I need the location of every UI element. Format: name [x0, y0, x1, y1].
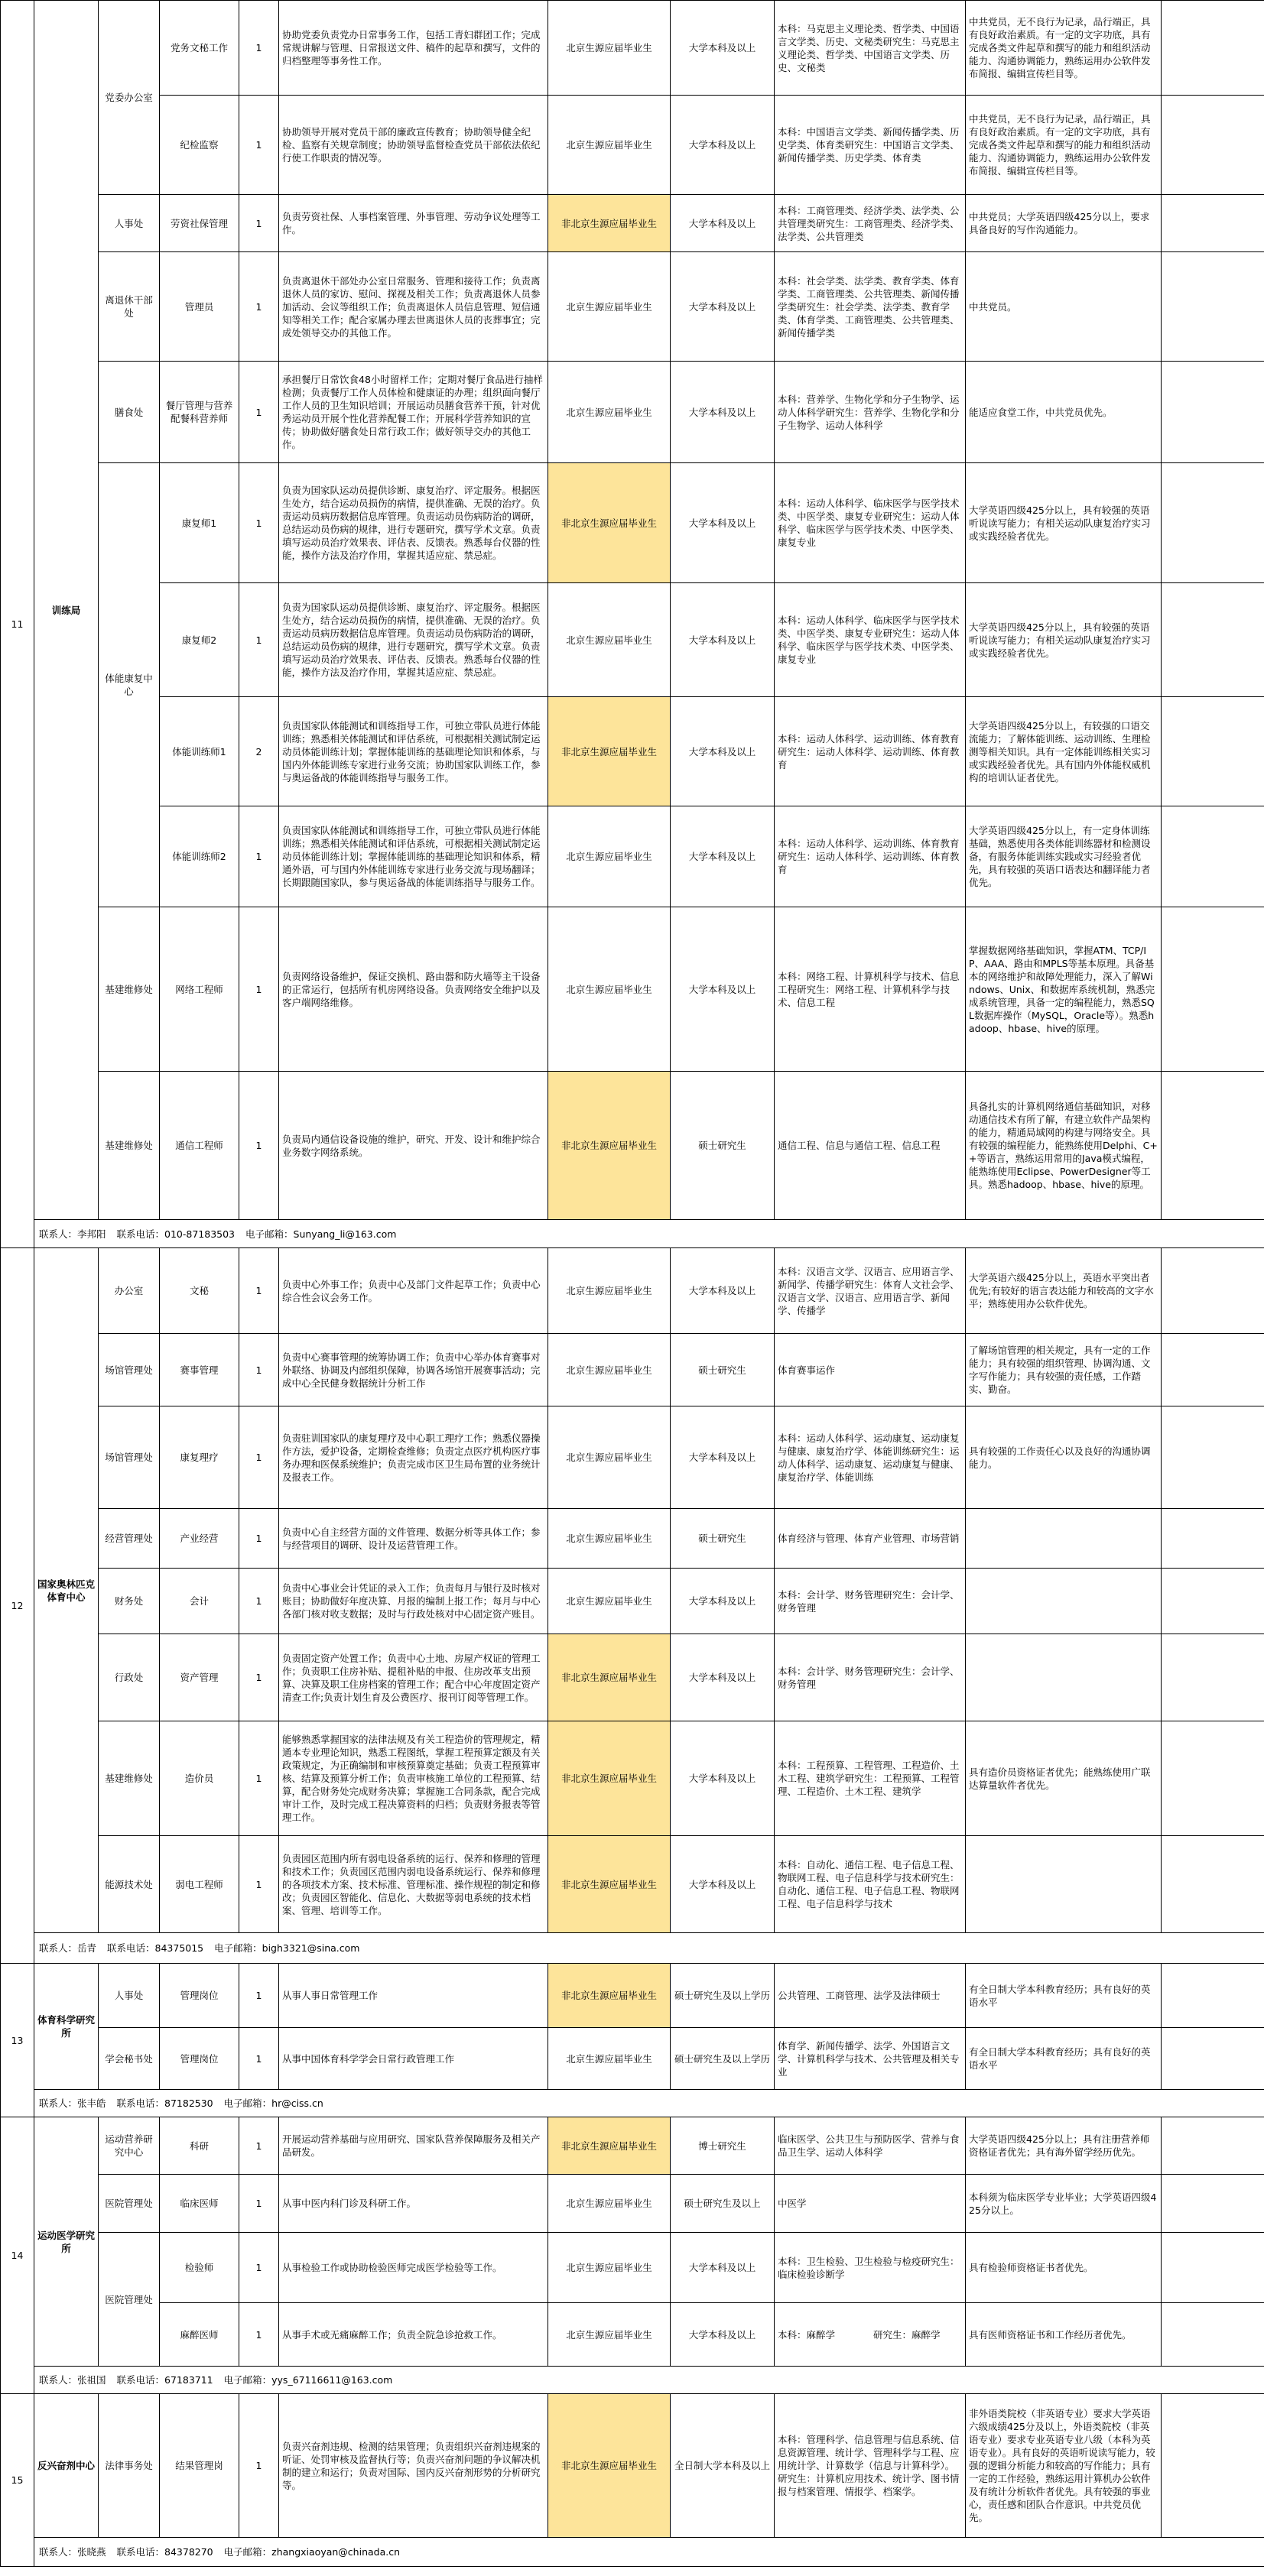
education-cell: 硕士研究生及以上学历 — [671, 1964, 775, 2028]
description-cell: 负责国家队体能测试和训练指导工作，可独立带队员进行体能训练；熟悉相关体能测试和评估系统，可根据相关测试制定运动员体能训练计划；掌握体能训练的基础理论知识和体系，与国内外体能训练专家进行业务交流；协助国家队训练工作，参与奥运备战的体能训练指导与服务工作。 — [279, 697, 548, 806]
count-cell: 1 — [239, 1248, 279, 1334]
blank-cell — [1162, 2303, 1264, 2367]
major-cell: 临床医学、公共卫生与预防医学、营养与食品卫生学、运动人体科学 — [775, 2117, 966, 2175]
description-cell: 负责园区范围内所有弱电设备系统的运行、保养和修理的管理和技术工作；负责园区范围内弱电设备系统运行、保养和修理的各项技术方案、技术标准、管理标准、操作规程的制定和修改；负责园区智能化、信息化、大数据等弱电系统的技术档案、管理、培训等工作。 — [279, 1836, 548, 1933]
requirement-cell: 具有较强的工作责任心以及良好的沟通协调能力。 — [966, 1406, 1162, 1509]
major-cell: 本科：工程预算、工程管理、工程造价、土木工程、建筑学研究生：工程预算、工程管理、工程造价、土木工程、建筑学 — [775, 1721, 966, 1836]
job-row — [1, 1072, 1264, 1220]
major-cell: 本科：运动人体科学、临床医学与医学技术类、中医学类、康复专业研究生：运动人体科学、临床医学与医学技术类、中医学类、康复专业 — [775, 463, 966, 583]
major-cell: 公共管理、工商管理、法学及法律硕士 — [775, 1964, 966, 2028]
education-cell: 博士研究生 — [671, 2117, 775, 2175]
contact-cell — [34, 1933, 1264, 1964]
blank-cell — [1162, 806, 1264, 907]
section-number: 15 — [1, 2394, 34, 2567]
requirement-cell: 具备扎实的计算机网络通信基础知识，对移动通信技术有所了解，有建立软件产品架构的能力，精通局域网的构建与网络安全。具有较强的编程能力，能熟练使用Delphi、C++等语言，熟练运用常用的Java模式编程，能熟练使用Eclipse、PowerDesigner等工具。熟悉hadoop、hbase、hive的原理。 — [966, 1072, 1162, 1220]
requirement-cell: 有全日制大学本科教育经历；具有良好的英语水平 — [966, 2028, 1162, 2090]
source-cell: 北京生源应届毕业生 — [548, 96, 671, 195]
major-cell: 体育经济与管理、体育产业管理、市场营销 — [775, 1509, 966, 1569]
contact-phone: 联系电话：67183711 — [116, 2374, 213, 2386]
dept-cell: 基建维修处 — [99, 1072, 160, 1220]
job-row — [1, 1964, 1264, 2028]
description-cell: 负责离退休干部处办公室日常服务、管理和接待工作；负责离退休人员的家访、慰问、探视及相关工作；负责离退休人员参加活动、会议等组织工作；负责离退休人员信息管理、短信通知等相关工作；配合家属办理去世离退休人员的丧葬事宜；完成处领导交办的其他工作。 — [279, 252, 548, 362]
requirement-cell: 具有造价员资格证者优先；能熟练使用广联达算量软件者优先。 — [966, 1721, 1162, 1836]
count-cell: 1 — [239, 96, 279, 195]
requirement-cell — [966, 1569, 1162, 1634]
major-cell: 本科：卫生检验、卫生检验与检疫研究生：临床检验诊断学 — [775, 2233, 966, 2303]
education-cell: 大学本科及以上 — [671, 2233, 775, 2303]
blank-cell — [1162, 1569, 1264, 1634]
dept-cell: 人事处 — [99, 195, 160, 252]
source-cell: 北京生源应届毕业生 — [548, 2175, 671, 2233]
source-cell: 北京生源应届毕业生 — [548, 1248, 671, 1334]
job-row — [1, 583, 1264, 697]
position-cell: 纪检监察 — [160, 96, 239, 195]
education-cell: 大学本科及以上 — [671, 1721, 775, 1836]
education-cell: 硕士研究生 — [671, 1509, 775, 1569]
requirement-cell: 中共党员，无不良行为记录，品行端正，具有良好政治素质。有一定的文字功底，具有完成各类文件起草和撰写的能力和组织活动能力、沟通协调能力，熟练运用办公软件发布简报、编辑宣传栏目等。 — [966, 96, 1162, 195]
education-cell: 大学本科及以上 — [671, 463, 775, 583]
major-cell: 本科：马克思主义理论类、哲学类、中国语言文学类、历史、文秘类研究生：马克思主义理论类、哲学类、中国语言文学类、历史、文秘类 — [775, 1, 966, 96]
description-cell: 负责固定资产处置工作；负责中心土地、房屋产权证的管理工作；负责职工住房补贴、提租补贴的申报、住房改革支出预算、决算及职工住房档案的管理工作；配合中心年度固定资产清查工作;负责计划生育及公费医疗、报刊订阅等管理工作。 — [279, 1634, 548, 1721]
count-cell: 1 — [239, 2175, 279, 2233]
unit-name: 运动医学研究所 — [34, 2117, 99, 2367]
blank-cell — [1162, 2028, 1264, 2090]
requirement-cell: 本科须为临床医学专业毕业；大学英语四级425分以上。 — [966, 2175, 1162, 2233]
requirement-cell: 能适应食堂工作，中共党员优先。 — [966, 362, 1162, 463]
dept-cell: 基建维修处 — [99, 907, 160, 1072]
requirement-cell: 大学英语四级425分以上，具有较强的英语听说读写能力；有相关运动队康复治疗实习或实践经验者优先。 — [966, 463, 1162, 583]
description-cell: 开展运动营养基础与应用研究、国家队营养保障服务及相关产品研发。 — [279, 2117, 548, 2175]
major-cell: 本科：工商管理类、经济学类、法学类、公共管理类研究生：工商管理类、经济学类、法学类、公共管理类 — [775, 195, 966, 252]
contact-email: 电子邮箱：yys_67116611@163.com — [223, 2374, 393, 2386]
dept-cell: 经营管理处 — [99, 1509, 160, 1569]
position-cell: 管理岗位 — [160, 2028, 239, 2090]
job-row — [1, 2233, 1264, 2303]
position-cell: 餐厅管理与营养配餐科营养师 — [160, 362, 239, 463]
blank-cell — [1162, 1072, 1264, 1220]
blank-cell — [1162, 1509, 1264, 1569]
position-cell: 党务文秘工作 — [160, 1, 239, 96]
blank-cell — [1162, 1406, 1264, 1509]
blank-cell — [1162, 2175, 1264, 2233]
count-cell: 1 — [239, 806, 279, 907]
description-cell: 负责国家队体能测试和训练指导工作，可独立带队员进行体能训练；熟悉相关体能测试和评估系统，可根据相关测试制定运动员体能训练计划；掌握体能训练的基础理论知识和体系，精通外语，可与国内外体能训练专家进行业务交流与现场翻译；长期跟随国家队，参与奥运备战的体能训练指导与服务工作。 — [279, 806, 548, 907]
job-row — [1, 2117, 1264, 2175]
blank-cell — [1162, 907, 1264, 1072]
dept-cell: 医院管理处 — [99, 2175, 160, 2233]
major-cell: 通信工程、信息与通信工程、信息工程 — [775, 1072, 966, 1220]
count-cell: 1 — [239, 2394, 279, 2538]
job-row — [1, 463, 1264, 583]
dept-cell: 行政处 — [99, 1634, 160, 1721]
job-row — [1, 1334, 1264, 1406]
section-number: 14 — [1, 2117, 34, 2394]
source-cell: 北京生源应届毕业生 — [548, 806, 671, 907]
contact-cell — [34, 2538, 1264, 2567]
source-cell: 非北京生源应届毕业生 — [548, 697, 671, 806]
source-cell: 非北京生源应届毕业生 — [548, 1072, 671, 1220]
education-cell: 硕士研究生及以上 — [671, 2175, 775, 2233]
contact-cell — [34, 2090, 1264, 2117]
source-cell: 北京生源应届毕业生 — [548, 2028, 671, 2090]
job-row — [1, 1634, 1264, 1721]
job-row — [1, 1, 1264, 96]
major-cell: 本科：会计学、财务管理研究生：会计学、财务管理 — [775, 1634, 966, 1721]
position-cell: 产业经营 — [160, 1509, 239, 1569]
education-cell: 大学本科及以上 — [671, 2303, 775, 2367]
education-cell: 大学本科及以上 — [671, 1248, 775, 1334]
dept-cell: 膳食处 — [99, 362, 160, 463]
blank-cell — [1162, 1334, 1264, 1406]
description-cell: 协助党委负责党办日常事务工作，包括工青妇群团工作；完成常规讲解与管理、日常报送文件、稿件的起草和撰写，文件的归档整理等事务性工作。 — [279, 1, 548, 96]
count-cell: 1 — [239, 362, 279, 463]
major-cell: 本科：社会学类、法学类、教育学类、体育学类、工商管理类、公共管理类、新闻传播学类研究生：社会学类、法学类、教育学类、体育学类、工商管理类、公共管理类、新闻传播学类 — [775, 252, 966, 362]
count-cell: 1 — [239, 1406, 279, 1509]
count-cell: 1 — [239, 2117, 279, 2175]
contact-cell — [34, 1220, 1264, 1248]
dept-cell: 法律事务处 — [99, 2394, 160, 2538]
count-cell: 1 — [239, 1072, 279, 1220]
position-cell: 赛事管理 — [160, 1334, 239, 1406]
count-cell: 1 — [239, 1634, 279, 1721]
position-cell: 结果管理岗 — [160, 2394, 239, 2538]
blank-cell — [1162, 2233, 1264, 2303]
requirement-cell — [966, 1634, 1162, 1721]
education-cell: 硕士研究生 — [671, 1334, 775, 1406]
position-cell: 临床医师 — [160, 2175, 239, 2233]
requirement-cell: 非外语类院校（非英语专业）要求大学英语六级成绩425分及以上，外语类院校（非英语专业）要求专业英语专业八级（本科为英语专业）。具有良好的英语听说读写能力，较强的逻辑分析能力和较高的写作能力；具有一定的工作经验，熟练运用计算机办公软件及有统计分析软件者优先。具有较强的事业心，责任感和团队合作意识。中共党员优先。 — [966, 2394, 1162, 2538]
blank-cell — [1162, 697, 1264, 806]
source-cell: 北京生源应届毕业生 — [548, 2303, 671, 2367]
job-row — [1, 697, 1264, 806]
count-cell: 1 — [239, 1509, 279, 1569]
section-number: 11 — [1, 1, 34, 1248]
contact-phone: 联系电话：87182530 — [116, 2097, 213, 2109]
job-row — [1, 2394, 1264, 2538]
job-row — [1, 1509, 1264, 1569]
contact-person: 联系人：张晓燕 — [39, 2546, 106, 2558]
contact-email: 电子邮箱：zhangxiaoyan@chinada.cn — [223, 2546, 401, 2558]
position-cell: 网络工程师 — [160, 907, 239, 1072]
count-cell: 1 — [239, 463, 279, 583]
requirement-cell: 大学英语六级425分以上，英语水平突出者优先;有较好的语言表达能力和较高的文字水平；熟练使用办公软件优先。 — [966, 1248, 1162, 1334]
blank-cell — [1162, 1836, 1264, 1933]
dept-cell: 运动营养研究中心 — [99, 2117, 160, 2175]
dept-cell: 离退休干部处 — [99, 252, 160, 362]
position-cell: 康复理疗 — [160, 1406, 239, 1509]
position-cell: 通信工程师 — [160, 1072, 239, 1220]
job-row — [1, 2028, 1264, 2090]
contact-person: 联系人：岳青 — [39, 1942, 97, 1954]
major-cell: 本科：自动化、通信工程、电子信息工程、物联网工程、电子信息科学与技术研究生：自动化、通信工程、电子信息工程、物联网工程、电子信息科学与技术 — [775, 1836, 966, 1933]
dept-cell: 人事处 — [99, 1964, 160, 2028]
count-cell: 1 — [239, 252, 279, 362]
description-cell: 负责为国家队运动员提供诊断、康复治疗、评定服务。根据医生处方，结合运动员损伤的病情，提供准确、无误的治疗。负责运动员病历数据信息库管理。负责运动员伤病防治的调研，总结运动员伤病的规律，进行专题研究，撰写学术文章。负责填写运动员治疗效果表、评估表、反馈表。熟悉每台仪器的性能，操作方法及治疗作用，掌握其适应症、禁忌症。 — [279, 583, 548, 697]
job-row — [1, 1721, 1264, 1836]
position-cell: 康复师2 — [160, 583, 239, 697]
major-cell: 本科：会计学、财务管理研究生：会计学、财务管理 — [775, 1569, 966, 1634]
description-cell: 承担餐厅日常饮食48小时留样工作；定期对餐厅食品进行抽样检测；负责餐厅工作人员体检和健康证的办理；组织面向餐厅工作人员的卫生知识培训；开展运动员膳食营养干预，针对优秀运动员开展个性化营养配餐工作；开展科学营养知识的宣传；协助做好膳食处日常行政工作；做好领导交办的其他工作。 — [279, 362, 548, 463]
unit-name: 体育科学研究所 — [34, 1964, 99, 2090]
blank-cell — [1162, 463, 1264, 583]
dept-cell: 能源技术处 — [99, 1836, 160, 1933]
blank-cell — [1162, 1, 1264, 96]
count-cell: 2 — [239, 697, 279, 806]
education-cell: 大学本科及以上 — [671, 1, 775, 96]
requirement-cell: 中共党员，无不良行为记录，品行端正，具有良好政治素质。有一定的文字功底，具有完成各类文件起草和撰写的能力和组织活动能力、沟通协调能力，熟练运用办公软件发布简报、编辑宣传栏目等。 — [966, 1, 1162, 96]
source-cell: 非北京生源应届毕业生 — [548, 463, 671, 583]
position-cell: 造价员 — [160, 1721, 239, 1836]
job-row — [1, 1248, 1264, 1334]
blank-cell — [1162, 1248, 1264, 1334]
position-cell: 管理岗位 — [160, 1964, 239, 2028]
count-cell: 1 — [239, 907, 279, 1072]
dept-cell: 场馆管理处 — [99, 1334, 160, 1406]
contact-email: 电子邮箱：hr@ciss.cn — [223, 2097, 323, 2109]
major-cell: 本科：运动人体科学、运动训练、体育教育研究生：运动人体科学、运动训练、体育教育 — [775, 697, 966, 806]
blank-cell — [1162, 1964, 1264, 2028]
source-cell: 北京生源应届毕业生 — [548, 1, 671, 96]
unit-name: 国家奥林匹克体育中心 — [34, 1248, 99, 1933]
count-cell: 1 — [239, 1569, 279, 1634]
major-cell: 本科：运动人体科学、运动康复、运动康复与健康、康复治疗学、体能训练研究生：运动人体科学、运动康复、运动康复与健康、康复治疗学、体能训练 — [775, 1406, 966, 1509]
source-cell: 非北京生源应届毕业生 — [548, 195, 671, 252]
education-cell: 大学本科及以上 — [671, 907, 775, 1072]
position-cell: 资产管理 — [160, 1634, 239, 1721]
contact-person: 联系人：张祖国 — [39, 2374, 106, 2386]
source-cell: 非北京生源应届毕业生 — [548, 1721, 671, 1836]
contact-row — [1, 2367, 1264, 2394]
education-cell: 大学本科及以上 — [671, 1634, 775, 1721]
position-cell: 科研 — [160, 2117, 239, 2175]
job-row — [1, 1836, 1264, 1933]
contact-person: 联系人：张丰皓 — [39, 2097, 106, 2109]
source-cell: 北京生源应届毕业生 — [548, 583, 671, 697]
count-cell: 1 — [239, 1721, 279, 1836]
contact-phone: 联系电话：84378270 — [116, 2546, 213, 2558]
position-cell: 文秘 — [160, 1248, 239, 1334]
dept-cell: 党委办公室 — [99, 1, 160, 195]
position-cell: 会计 — [160, 1569, 239, 1634]
major-cell: 本科：网络工程、计算机科学与技术、信息工程研究生：网络工程、计算机科学与技术、信息工程 — [775, 907, 966, 1072]
dept-cell: 医院管理处 — [99, 2233, 160, 2367]
requirement-cell: 中共党员；大学英语四级425分以上，要求具备良好的写作沟通能力。 — [966, 195, 1162, 252]
source-cell: 北京生源应届毕业生 — [548, 2233, 671, 2303]
position-cell: 体能训练师1 — [160, 697, 239, 806]
education-cell: 大学本科及以上 — [671, 583, 775, 697]
requirement-cell: 掌握数据网络基础知识，掌握ATM、TCP/IP、AAA、路由和MPLS等基本原理。具备基本的网络维护和故障处理能力，深入了解Windows、Unix、和数据库系统机制，熟悉完成系统管理，具备一定的编程能力，熟悉SQL数据库操作（MySQL，Oracle等）。熟悉hadoop、hbase、hive的原理。 — [966, 907, 1162, 1072]
position-cell: 体能训练师2 — [160, 806, 239, 907]
dept-cell: 体能康复中心 — [99, 463, 160, 907]
job-row — [1, 907, 1264, 1072]
requirement-cell: 具有医师资格证书和工作经历者优先。 — [966, 2303, 1162, 2367]
dept-cell: 场馆管理处 — [99, 1406, 160, 1509]
requirement-cell — [966, 1836, 1162, 1933]
count-cell: 1 — [239, 2303, 279, 2367]
section-number: 12 — [1, 1248, 34, 1964]
unit-name: 反兴奋剂中心 — [34, 2394, 99, 2538]
major-cell: 体育赛事运作 — [775, 1334, 966, 1406]
contact-person: 联系人：李邦阳 — [39, 1228, 106, 1240]
count-cell: 1 — [239, 195, 279, 252]
count-cell: 1 — [239, 2233, 279, 2303]
major-cell: 中医学 — [775, 2175, 966, 2233]
unit-name: 训练局 — [34, 1, 99, 1220]
description-cell: 协助领导开展对党员干部的廉政宣传教育；协助领导健全纪检、监察有关规章制度；协助领导监督检查党员干部依法依纪行使工作职责的情况等。 — [279, 96, 548, 195]
source-cell: 北京生源应届毕业生 — [548, 1509, 671, 1569]
blank-cell — [1162, 583, 1264, 697]
count-cell: 1 — [239, 583, 279, 697]
job-row — [1, 1569, 1264, 1634]
contact-email: 电子邮箱：Sunyang_li@163.com — [245, 1228, 397, 1240]
description-cell: 负责中心自主经营方面的文件管理、数据分析等具体工作；参与经营项目的调研、设计及运营管理工作。 — [279, 1509, 548, 1569]
source-cell: 非北京生源应届毕业生 — [548, 1634, 671, 1721]
position-cell: 劳资社保管理 — [160, 195, 239, 252]
count-cell: 1 — [239, 1, 279, 96]
blank-cell — [1162, 2117, 1264, 2175]
contact-phone: 联系电话：84375015 — [107, 1942, 204, 1954]
source-cell: 北京生源应届毕业生 — [548, 907, 671, 1072]
count-cell: 1 — [239, 1836, 279, 1933]
education-cell: 全日制大学本科及以上 — [671, 2394, 775, 2538]
description-cell: 负责中心事业会计凭证的录入工作；负责每月与银行及时核对账目；协助做好年度决算、月报的编制上报工作；每月与中心各部门核对收支数据；及时与行政处核对中心固定资产账目。 — [279, 1569, 548, 1634]
job-row — [1, 1406, 1264, 1509]
requirement-cell: 大学英语四级425分以上，有较强的口语交流能力；了解体能训练、运动训练、生理检测等相关知识。具有一定体能训练相关实习或实践经验者优先。具有国内外体能权威机构的培训认证者优先。 — [966, 697, 1162, 806]
blank-cell — [1162, 1634, 1264, 1721]
education-cell: 大学本科及以上 — [671, 96, 775, 195]
dept-cell: 学会秘书处 — [99, 2028, 160, 2090]
count-cell: 1 — [239, 1334, 279, 1406]
dept-cell: 财务处 — [99, 1569, 160, 1634]
major-cell: 本科：管理科学、信息管理与信息系统、信息资源管理、统计学、管理科学与工程、应用统计学、计算数学（信息与计算科学）。研究生：计算机应用技术、统计学、图书情报与档案管理、情报学、档案学。 — [775, 2394, 966, 2538]
blank-cell — [1162, 252, 1264, 362]
requirement-cell — [966, 1509, 1162, 1569]
description-cell: 从事人事日常管理工作 — [279, 1964, 548, 2028]
contact-phone: 联系电话：010-87183503 — [116, 1228, 236, 1240]
contact-row — [1, 1220, 1264, 1248]
blank-cell — [1162, 195, 1264, 252]
education-cell: 大学本科及以上 — [671, 1836, 775, 1933]
source-cell: 北京生源应届毕业生 — [548, 362, 671, 463]
requirement-cell: 大学英语四级425分以上，具有较强的英语听说读写能力；有相关运动队康复治疗实习或实践经验者优先。 — [966, 583, 1162, 697]
source-cell: 北京生源应届毕业生 — [548, 252, 671, 362]
description-cell: 负责局内通信设备设施的维护，研究、开发、设计和维护综合业务数字网络系统。 — [279, 1072, 548, 1220]
education-cell: 硕士研究生 — [671, 1072, 775, 1220]
description-cell: 负责中心外事工作；负责中心及部门文件起草工作；负责中心综合性会议会务工作。 — [279, 1248, 548, 1334]
source-cell: 非北京生源应届毕业生 — [548, 1964, 671, 2028]
major-cell: 体育学、新闻传播学、法学、外国语言文学、计算机科学与技术、公共管理及相关专业 — [775, 2028, 966, 2090]
requirement-cell: 中共党员。 — [966, 252, 1162, 362]
position-cell: 麻醉医师 — [160, 2303, 239, 2367]
requirement-cell: 大学英语四级425分以上，有一定身体训练基础，熟悉使用各类体能训练器材和检测设备，有服务体能训练实践或实习经验者优先，具有较强的英语口语表达和翻译能力者优先。 — [966, 806, 1162, 907]
contact-row — [1, 2538, 1264, 2567]
education-cell: 硕士研究生及以上学历 — [671, 2028, 775, 2090]
count-cell: 1 — [239, 2028, 279, 2090]
description-cell: 从事检验工作或协助检验医师完成医学检验等工作。 — [279, 2233, 548, 2303]
blank-cell — [1162, 2394, 1264, 2538]
source-cell: 北京生源应届毕业生 — [548, 1334, 671, 1406]
source-cell: 北京生源应届毕业生 — [548, 1406, 671, 1509]
job-row — [1, 2175, 1264, 2233]
major-cell: 本科：中国语言文学类、新闻传播学类、历史学类、体育类研究生：中国语言文学类、新闻传播学类、历史学类、体育类 — [775, 96, 966, 195]
requirement-cell: 了解场馆管理的相关规定，具有一定的工作能力；具有较强的组织管理、协调沟通、文字写作能力；具有较强的责任感，工作踏实、勤奋。 — [966, 1334, 1162, 1406]
section-number: 13 — [1, 1964, 34, 2117]
contact-email: 电子邮箱：bigh3321@sina.com — [214, 1942, 360, 1954]
job-row — [1, 252, 1264, 362]
education-cell: 大学本科及以上 — [671, 1406, 775, 1509]
description-cell: 从事中医内科门诊及科研工作。 — [279, 2175, 548, 2233]
description-cell: 从事中国体育科学学会日常行政管理工作 — [279, 2028, 548, 2090]
position-cell: 康复师1 — [160, 463, 239, 583]
dept-cell: 基建维修处 — [99, 1721, 160, 1836]
education-cell: 大学本科及以上 — [671, 195, 775, 252]
contact-row — [1, 2090, 1264, 2117]
description-cell: 能够熟悉掌握国家的法律法规及有关工程造价的管理规定，精通本专业理论知识，熟悉工程图纸，掌握工程预算定额及有关政策规定，为正确编制和审核预算奠定基础；负责工程预算审核、结算及预算分析工作；负责审核施工单位的工程预算、结算，配合财务处完成财务决算；掌握施工合同条款，配合完成审计工作，及时完成工程决算资料的归档；负责财务报表等管理工作。 — [279, 1721, 548, 1836]
requirement-cell: 有全日制大学本科教育经历；具有良好的英语水平 — [966, 1964, 1162, 2028]
job-row — [1, 806, 1264, 907]
dept-cell: 办公室 — [99, 1248, 160, 1334]
education-cell: 大学本科及以上 — [671, 1569, 775, 1634]
contact-row — [1, 1933, 1264, 1964]
job-row — [1, 2303, 1264, 2367]
education-cell: 大学本科及以上 — [671, 362, 775, 463]
major-cell: 本科：营养学、生物化学和分子生物学、运动人体科学研究生：营养学、生物化学和分子生物学、运动人体科学 — [775, 362, 966, 463]
description-cell: 负责网络设备维护，保证交换机、路由器和防火墙等主干设备的正常运行，包括所有机房网络设备。负责网络安全维护以及客户端网络维修。 — [279, 907, 548, 1072]
education-cell: 大学本科及以上 — [671, 252, 775, 362]
education-cell: 大学本科及以上 — [671, 697, 775, 806]
description-cell: 负责中心赛事管理的统筹协调工作；负责中心举办体育赛事对外联络、协调及内部组织保障，协调各场馆开展赛事活动；完成中心全民健身数据统计分析工作 — [279, 1334, 548, 1406]
major-cell: 本科：麻醉学 研究生：麻醉学 — [775, 2303, 966, 2367]
description-cell: 负责为国家队运动员提供诊断、康复治疗、评定服务。根据医生处方，结合运动员损伤的病情，提供准确、无误的治疗。负责运动员病历数据信息库管理。负责运动员伤病防治的调研，总结运动员伤病的规律，进行专题研究，撰写学术文章。负责填写运动员治疗效果表、评估表、反馈表。熟悉每台仪器的性能，操作方法及治疗作用，掌握其适应症、禁忌症。 — [279, 463, 548, 583]
requirement-cell: 具有检验师资格证书者优先。 — [966, 2233, 1162, 2303]
description-cell: 负责驻训国家队的康复理疗及中心职工理疗工作；熟悉仪器操作方法，爱护设备，定期检查维修；负责定点医疗机构医疗事务办理和医保系统维护；负责完成市区卫生局布置的业务统计及报表工作。 — [279, 1406, 548, 1509]
description-cell: 从事手术或无痛麻醉工作；负责全院急诊抢救工作。 — [279, 2303, 548, 2367]
source-cell: 北京生源应届毕业生 — [548, 1569, 671, 1634]
job-row — [1, 96, 1264, 195]
job-row — [1, 362, 1264, 463]
blank-cell — [1162, 96, 1264, 195]
position-cell: 弱电工程师 — [160, 1836, 239, 1933]
position-cell: 检验师 — [160, 2233, 239, 2303]
description-cell: 负责兴奋剂违规、检测的结果管理；负责组织兴奋剂违规案的听证、处罚审核及监督执行等；负责兴奋剂问题的争议解决机制的建立和运行；负责对国际、国内反兴奋剂形势的分析研究等。 — [279, 2394, 548, 2538]
blank-cell — [1162, 362, 1264, 463]
job-row — [1, 195, 1264, 252]
source-cell: 非北京生源应届毕业生 — [548, 1836, 671, 1933]
source-cell: 非北京生源应届毕业生 — [548, 2394, 671, 2538]
major-cell: 本科：汉语言文学、汉语言、应用语言学、新闻学、传播学研究生：体育人文社会学、汉语言文学、汉语言、应用语言学、新闻学、传播学 — [775, 1248, 966, 1334]
description-cell: 负责劳资社保、人事档案管理、外事管理、劳动争议处理等工作。 — [279, 195, 548, 252]
education-cell: 大学本科及以上 — [671, 806, 775, 907]
major-cell: 本科：运动人体科学、运动训练、体育教育研究生：运动人体科学、运动训练、体育教育 — [775, 806, 966, 907]
count-cell: 1 — [239, 1964, 279, 2028]
major-cell: 本科：运动人体科学、临床医学与医学技术类、中医学类、康复专业研究生：运动人体科学、临床医学与医学技术类、中医学类、康复专业 — [775, 583, 966, 697]
source-cell: 非北京生源应届毕业生 — [548, 2117, 671, 2175]
position-cell: 管理员 — [160, 252, 239, 362]
contact-cell — [34, 2367, 1264, 2394]
blank-cell — [1162, 1721, 1264, 1836]
requirement-cell: 大学英语四级425分以上；具有注册营养师资格证者优先；具有海外留学经历优先。 — [966, 2117, 1162, 2175]
